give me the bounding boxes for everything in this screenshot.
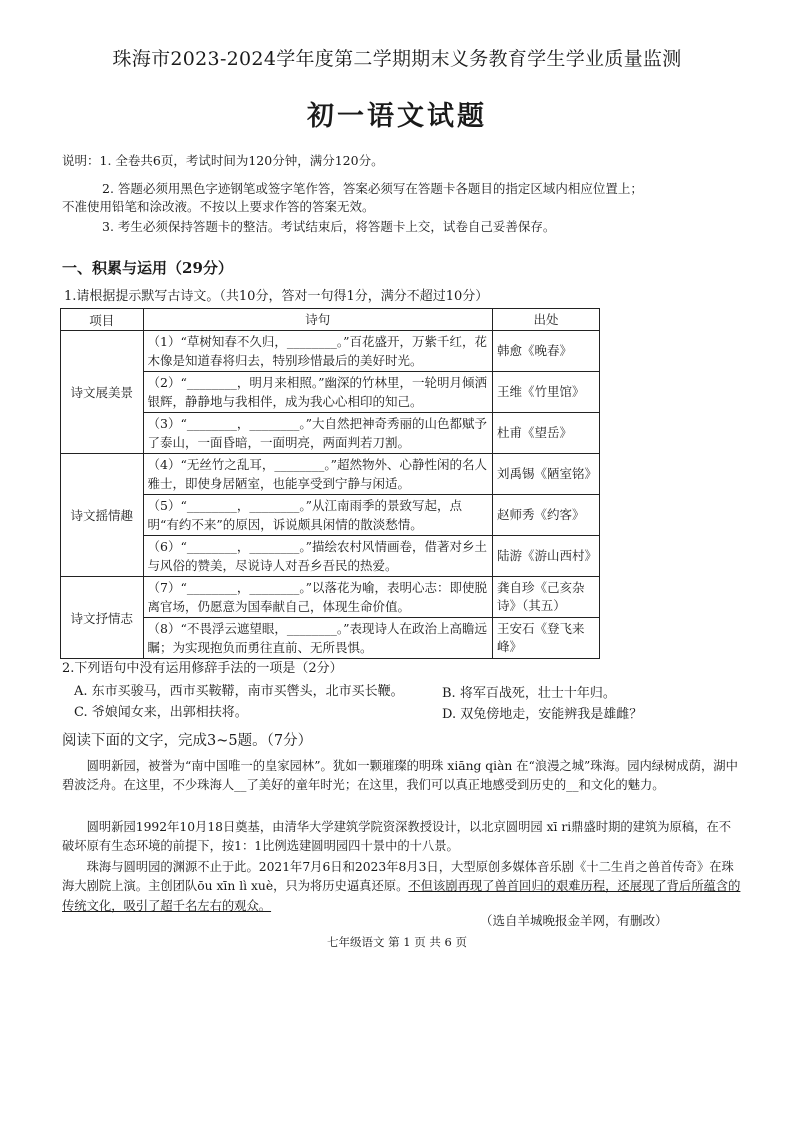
poem-line: （8）“不畏浮云遮望眼，________。”表现诗人在政治上高瞻远瞩；为实现抱负而勇往直前、无所畏惧。: [143, 618, 492, 659]
passage-paragraph-3: [62, 858, 742, 916]
category-aspiration: 诗文抒情志: [61, 577, 144, 659]
q1-prompt: 1.请根据提示默写古诗文。（共10分，答对一句得1分，满分不超过10分）: [64, 289, 489, 304]
poem-line: （6）“________，________。”描绘农村风情画卷，借著对乡土与风俗的赞美，尽说诗人对吾乡吾民的热爱。: [143, 536, 492, 577]
note-2a: 2. 答题必须用黑色字迹钢笔或签字笔作答，答案必须写在答题卡各题目的指定区域内相应位置上；: [102, 181, 643, 196]
section-1-title: 一、积累与运用（29分）: [62, 259, 233, 277]
q2-option-c: C. 爷娘闻女来，出郭相扶将。: [74, 705, 248, 720]
q2-prompt: 2.下列语句中没有运用修辞手法的一项是（2分）: [62, 661, 343, 676]
poem-source: 韩愈《晚春》: [492, 331, 599, 372]
exam-title: 初一语文试题: [307, 101, 487, 132]
poem-line: （5）“________，________。”从江南雨季的景致写起，点明“有约不来”的原因，诉说颇具闲情的散淡愁情。: [143, 495, 492, 536]
passage-source: （选自羊城晚报金羊网，有删改）: [480, 913, 668, 928]
note-3: 3. 考生必须保持答题卡的整洁。考试结束后，将答题卡上交，试卷自己妥善保存。: [102, 219, 556, 234]
passage-paragraph-2: 圆明新园1992年10月18日奠基，由清华大学建筑学院资深教授设计，以北京圆明园 xī ri鼎盛时期的建筑为原稿，在不破坏原有生态环境的前提下，按1：1比例选建圆明园四十景中的十八景。: [62, 820, 732, 854]
poem-line: （7）“________，________。”以落花为喻，表明心志：即使脱离官场，仍愿意为国奉献自己，体现生命价值。: [143, 577, 492, 618]
category-scenery: 诗文展美景: [61, 331, 144, 454]
table-row: [61, 331, 600, 372]
table-header-row: [61, 309, 600, 331]
note-1: 说明：1. 全卷共6页，考试时间为120分钟，满分120分。: [62, 153, 384, 168]
q2-option-a: A. 东市买骏马，西市买鞍鞯，南市买辔头，北市买长鞭。: [74, 684, 404, 699]
poem-source: 陆游《游山西村》: [492, 536, 599, 577]
header-poem: 诗句: [143, 309, 492, 331]
poem-source: 杜甫《望岳》: [492, 413, 599, 454]
poem-line: （2）“________，明月来相照。”幽深的竹林里，一轮明月倾洒银辉，静静地与我相伴，成为我心心相印的知己。: [143, 372, 492, 413]
q2-option-d: D. 双兔傍地走，安能辨我是雄雌？: [442, 707, 643, 722]
page-footer: 七年级语文 第 1 页 共 6 页: [326, 935, 468, 949]
poem-table: [60, 308, 600, 659]
header-item: 项目: [61, 309, 144, 331]
table-row: [61, 577, 600, 618]
note-2b: 不准使用铅笔和涂改液。不按以上要求作答的答案无效。: [62, 199, 375, 214]
passage-paragraph-1: 圆明新园，被誉为“南中国唯一的皇家园林”。犹如一颗璀璨的明珠 xiāng qiàn 在“浪漫之城”珠海。园内绿树成荫，湖中碧波泛舟。在这里，不少珠海人__了美好的童年时光；在这里，我们可以真正地感受到历史的__和文化的魅力。: [62, 759, 738, 793]
poem-source: 龚自珍《己亥杂诗》（其五）: [492, 577, 599, 618]
poem-source: 王维《竹里馆》: [492, 372, 599, 413]
reading-prompt: 阅读下面的文字，完成3~5题。（7分）: [62, 733, 313, 749]
category-interest: 诗文摇情趣: [61, 454, 144, 577]
poem-line: （3）“________，________。”大自然把神奇秀丽的山色都赋予了泰山，一面昏暗，一面明亮，两面判若刀割。: [143, 413, 492, 454]
q2-option-b: B. 将军百战死，壮士十年归。: [442, 686, 616, 701]
poem-source: 王安石《登飞来峰》: [492, 618, 599, 659]
poem-line: （4）“无丝竹之乱耳，________。”超然物外、心静性闲的名人雅士，即使身居陋室，也能享受到宁静与闲适。: [143, 454, 492, 495]
passage-underlined-sentence: 不但该剧再现了兽首回归的艰难历程，还展现了背后所蕴含的传统文化，吸引了超千名左右的观众。: [62, 879, 741, 913]
table-row: [61, 454, 600, 495]
poem-source: 刘禹锡《陋室铭》: [492, 454, 599, 495]
exam-monitor-title: 珠海市2023-2024学年度第二学期期末义务教育学生学业质量监测: [112, 48, 682, 70]
header-source: 出处: [492, 309, 599, 331]
poem-line: （1）“草树知春不久归，________。”百花盛开，万紫千红，花木像是知道春将归去，特别珍惜最后的美好时光。: [143, 331, 492, 372]
poem-source: 赵师秀《约客》: [492, 495, 599, 536]
passage-paragraph-3-text: 珠海与圆明园的渊源不止于此。2021年7月6日和2023年8月3日，大型原创多媒体音乐剧《十二生肖之兽首传奇》在珠海大剧院上演。主创团队ōu xīn lì xuè，只为将历史逼真还原。: [62, 860, 734, 894]
